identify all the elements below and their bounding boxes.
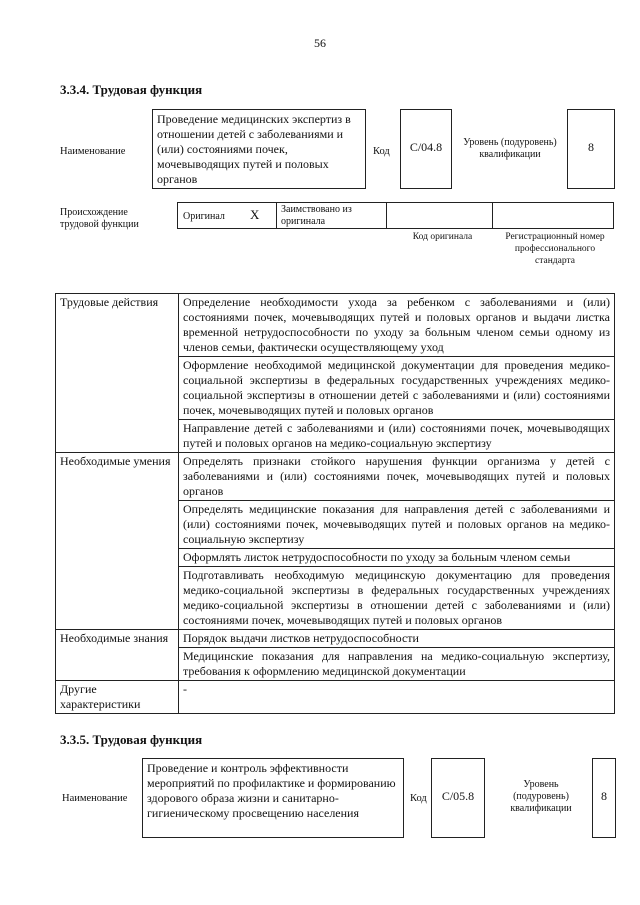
skill-item: Определять признаки стойкого нарушения функции организма у детей с заболеваниями и (или) состояниями почек, мочевыводящих путей и половых органов — [179, 453, 615, 501]
origin-divider-1 — [386, 202, 387, 229]
knowledge-item: Порядок выдачи листков нетрудоспособности — [179, 630, 615, 648]
origin-label: Происхождение трудовой функции — [60, 207, 139, 230]
labor-action-item: Определение необходимости ухода за ребенком с заболеваниями и (или) состояниями почек, мочевыводящих путей и половых органов и выдачи листка временной нетрудоспособности по уходу за больным членом семьи одному из членов семьи, фактически осуществляющему уход — [179, 294, 615, 357]
code-value-334: C/04.8 — [409, 140, 443, 154]
section-title-335: 3.3.5. Трудовая функция — [60, 732, 203, 747]
code-box-334 — [400, 109, 452, 189]
section-title-334: 3.3.4. Трудовая функция — [60, 82, 203, 97]
borrowed-label: Заимствовано из оригинала — [281, 204, 352, 227]
reg-number-caption: Регистрационный номер профессионального стандарта — [505, 232, 605, 266]
skill-item: Оформлять листок нетрудоспособности по уходу за больным членом семьи — [179, 549, 615, 567]
level-label-334: Уровень (подуровень) квалификации — [463, 137, 557, 160]
code-label-334: Код — [373, 146, 390, 157]
skills-label: Необходимые умения — [56, 453, 179, 630]
knowledge-label: Необходимые знания — [56, 630, 179, 681]
skill-item: Подготавливать необходимую медицинскую документацию для проведения медико-социальной экспертизы в федеральных государственных учреждениях медико-социальной экспертизы в отношении детей с заболеваниями и (или) состояниями почек, мочевыводящих путей и половых органов — [179, 567, 615, 630]
other-label: Другие характеристики — [56, 681, 179, 714]
table-row — [56, 681, 615, 714]
table-row — [56, 294, 615, 357]
table-row — [56, 453, 615, 501]
original-mark: X — [250, 207, 260, 222]
table-row — [56, 630, 615, 648]
labor-action-item: Оформление необходимой медицинской документации для проведения медико-социальной экспертизы в федеральных государственных учреждениях медико-социальной экспертизы в отношении детей с заболеваниями и (или) состояниями почек, мочевыводящих путей и половых органов — [179, 357, 615, 420]
original-label: Оригинал — [183, 211, 225, 222]
page-number: 56 — [314, 36, 326, 50]
level-box-335 — [592, 758, 616, 838]
level-value-334: 8 — [588, 140, 594, 154]
code-original-caption: Код оригинала — [412, 232, 473, 242]
name-label-335: Наименование — [62, 793, 128, 804]
code-label-335: Код — [410, 793, 427, 804]
level-box-334 — [567, 109, 615, 189]
skill-item: Определять медицинские показания для направления детей с заболеваниями и (или) состояниями почек, мочевыводящих путей и половых органов на медико-социальную экспертизу — [179, 501, 615, 549]
other-value: - — [179, 681, 615, 714]
knowledge-item: Медицинские показания для направления на медико-социальную экспертизу, требования к оформлению медицинской документации — [179, 648, 615, 681]
level-label-335: Уровень (подуровень) квалификации — [510, 779, 572, 814]
code-value-335: C/05.8 — [441, 789, 475, 803]
function-name-335: Проведение и контроль эффективности мероприятий по профилактике и формированию здорового образа жизни и санитарно-гигиеническому просвещению населения — [142, 758, 404, 838]
function-details-table — [55, 293, 615, 714]
labor-actions-label: Трудовые действия — [56, 294, 179, 453]
name-label-334: Наименование — [60, 146, 126, 157]
origin-divider-2 — [492, 202, 493, 229]
labor-action-item: Направление детей с заболеваниями и (или) состояниями почек, мочевыводящих путей и половых органов на медико-социальную экспертизу — [179, 420, 615, 453]
level-value-335: 8 — [601, 789, 607, 803]
code-box-335 — [431, 758, 485, 838]
function-name-334: Проведение медицинских экспертиз в отношении детей с заболеваниями и (или) состояниями почек, мочевыводящих путей и половых органов — [152, 109, 366, 189]
